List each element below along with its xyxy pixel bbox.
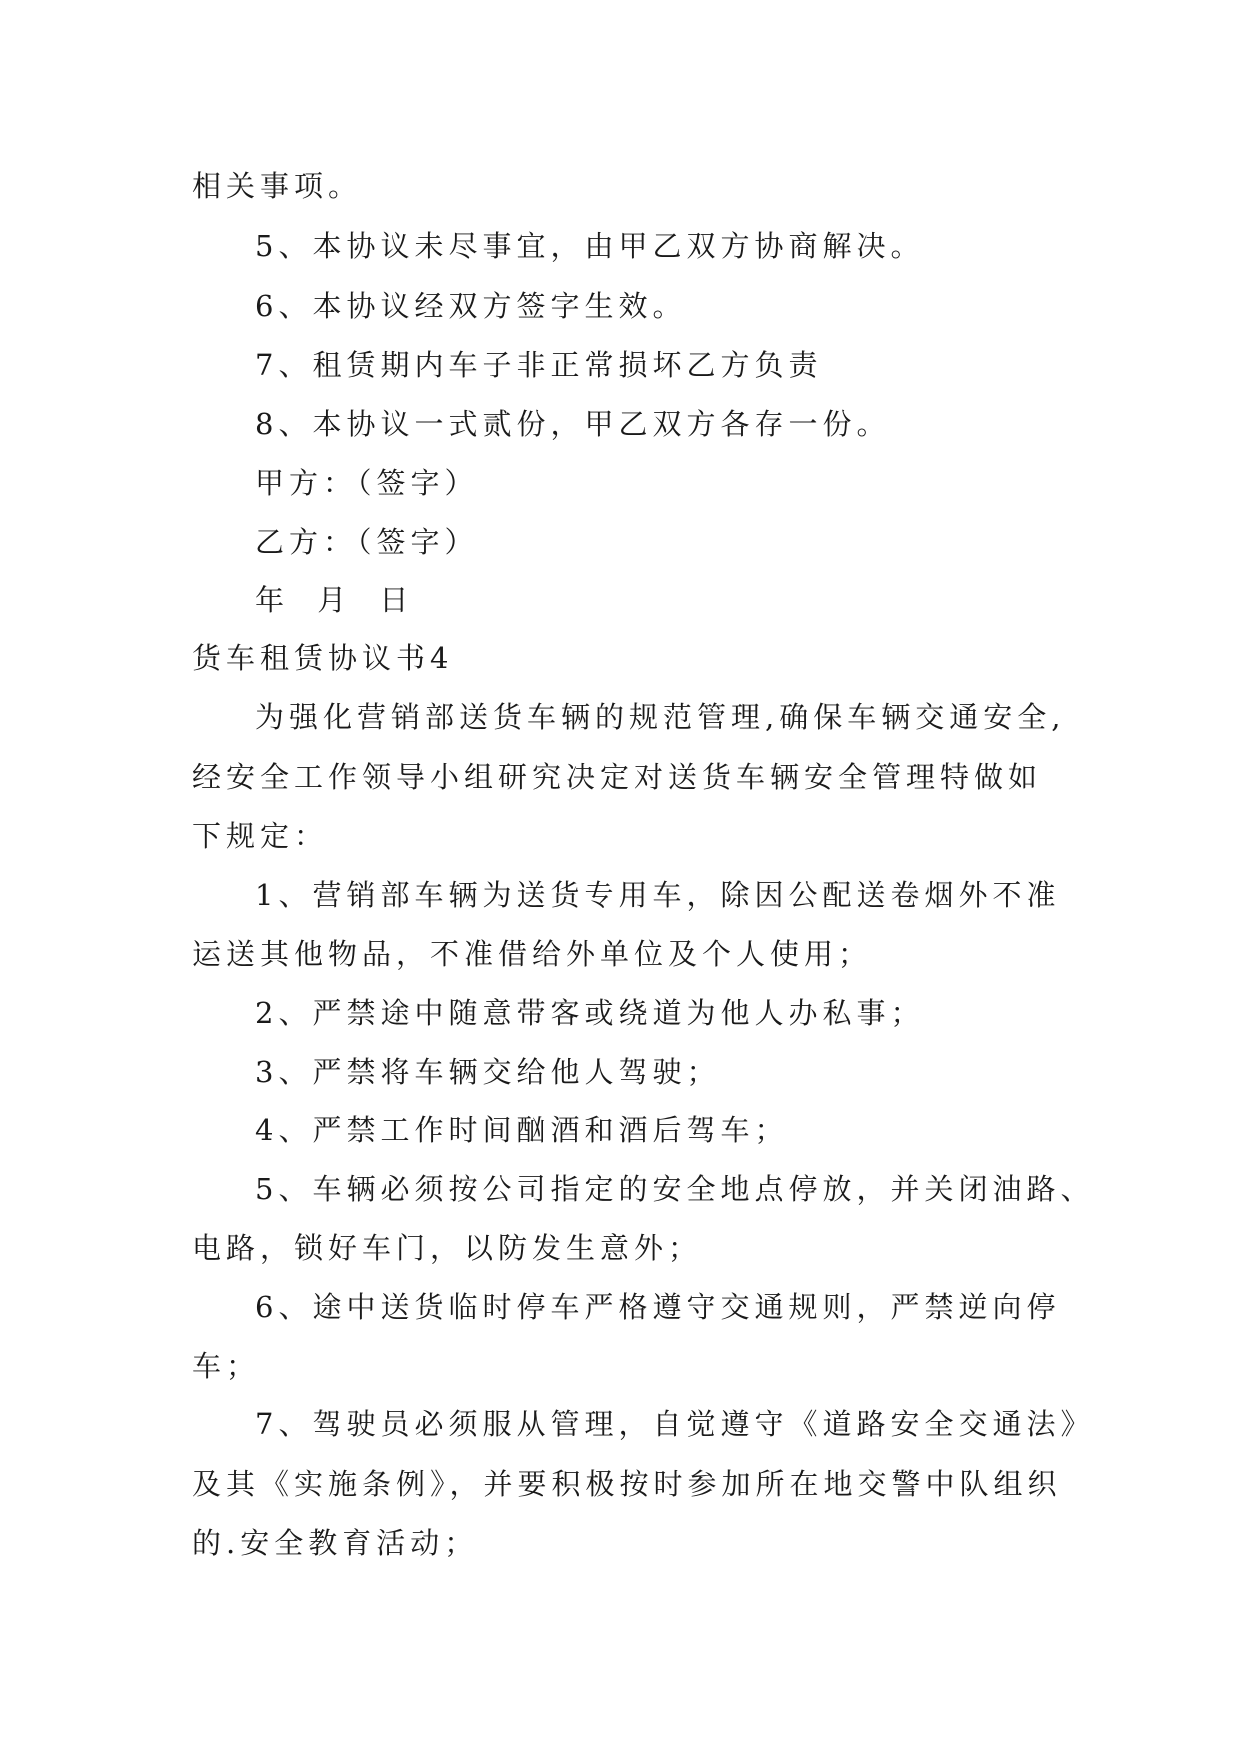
- rule-1-line-1: 1、营销部车辆为送货专用车，除因公配送卷烟外不准: [255, 878, 1061, 912]
- clause-8-copies: 8、本协议一式贰份，甲乙双方各存一份。: [255, 407, 891, 441]
- rule-4: 4、严禁工作时间酗酒和酒后驾车；: [255, 1113, 789, 1147]
- intro-paragraph-line-1: 为强化营销部送货车辆的规范管理,确保车辆交通安全,: [255, 700, 1066, 734]
- rule-7-line-2: 及其《实施条例》，并要积极按时参加所在地交警中队组织: [192, 1467, 1062, 1501]
- date-line: 年 月 日: [255, 583, 414, 617]
- clause-5-unresolved-matters: 5、本协议未尽事宜，由甲乙双方协商解决。: [255, 229, 925, 263]
- rule-6-line-2: 车；: [192, 1349, 261, 1383]
- clause-7-damage: 7、租赁期内车子非正常损坏乙方负责: [255, 348, 823, 382]
- intro-paragraph-line-3: 下规定：: [192, 819, 329, 853]
- section-title: 货车租赁协议书4: [192, 641, 454, 675]
- rule-2: 2、严禁途中随意带客或绕道为他人办私事；: [255, 996, 925, 1030]
- rule-7-line-1: 7、驾驶员必须服从管理，自觉遵守《道路安全交通法》: [255, 1407, 1095, 1441]
- party-b-signature: 乙方：（签字）: [255, 525, 479, 559]
- intro-paragraph-line-2: 经安全工作领导小组研究决定对送货车辆安全管理特做如: [192, 760, 1043, 794]
- rule-3: 3、严禁将车辆交给他人驾驶；: [255, 1055, 721, 1089]
- party-a-signature: 甲方：（签字）: [255, 466, 479, 500]
- rule-5-line-1: 5、车辆必须按公司指定的安全地点停放，并关闭油路、: [255, 1172, 1095, 1206]
- rule-6-line-1: 6、途中送货临时停车严格遵守交通规则，严禁逆向停: [255, 1290, 1061, 1324]
- rule-1-line-2: 运送其他物品，不准借给外单位及个人使用；: [192, 937, 873, 971]
- clause-6-effective: 6、本协议经双方签字生效。: [255, 289, 687, 323]
- rule-7-line-3: 的.安全教育活动；: [192, 1526, 479, 1560]
- text-line-continuation: 相关事项。: [192, 169, 363, 203]
- rule-5-line-2: 电路，锁好车门，以防发生意外；: [192, 1231, 703, 1265]
